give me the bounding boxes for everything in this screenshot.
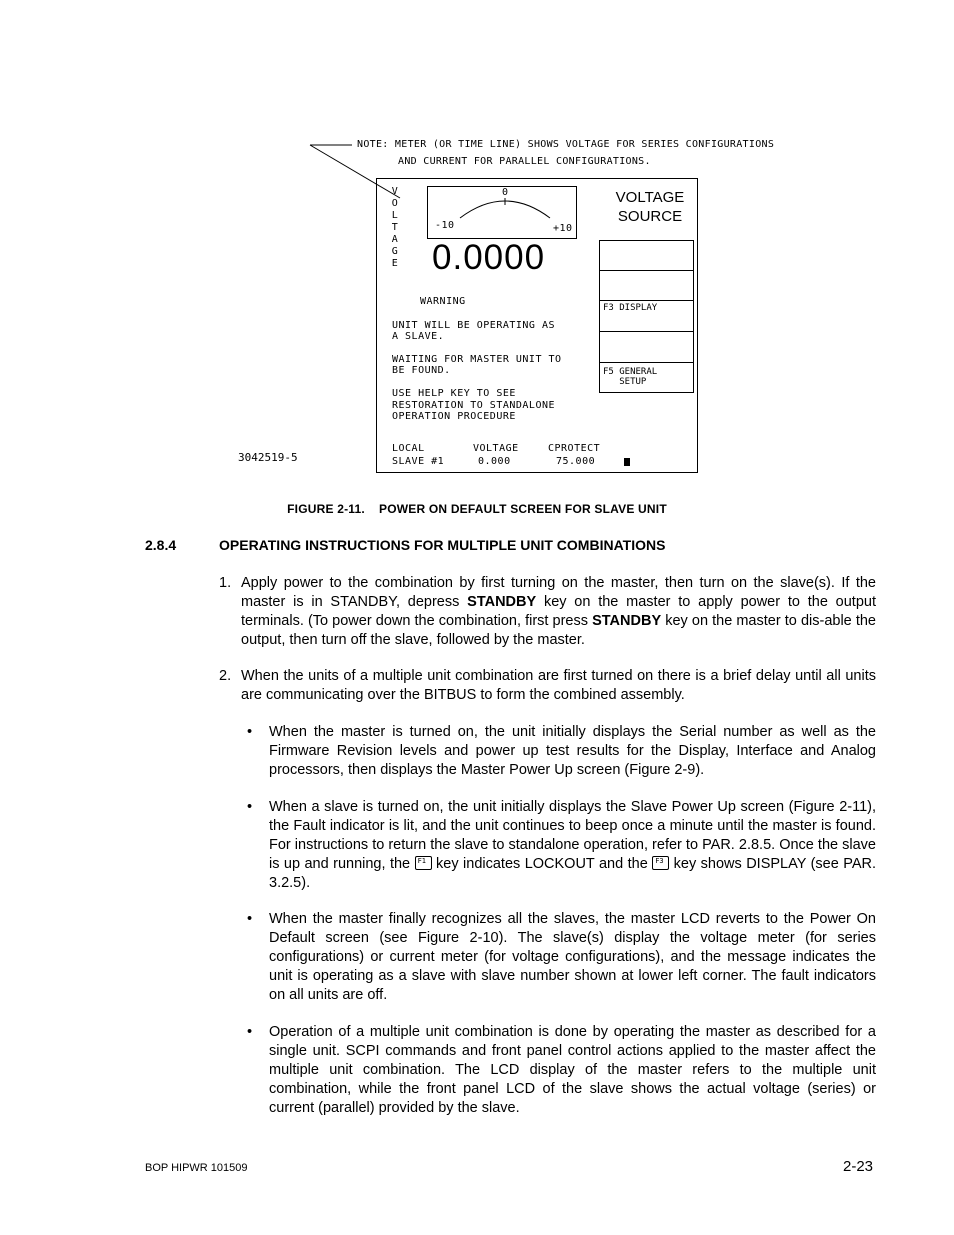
- page-number: 2-23: [843, 1158, 874, 1175]
- meter-min-label: -10: [435, 220, 455, 231]
- list-item-text: When the units of a multiple unit combination are first turned on there is a brief delay until all units are communicating over the BITBUS to form the combined assembly.: [241, 668, 876, 703]
- message-line: USE HELP KEY TO SEE: [392, 388, 516, 399]
- section-number: 2.8.4: [145, 537, 177, 553]
- bullet-text: When the master is turned on, the unit initially displays the Serial number as well as the Firmware Revision levels and power up test results for the Display, Interface and Analog processors, then displays the Master Power Up screen (Figure 2-9).: [269, 724, 876, 778]
- list-item-number: 1.: [219, 575, 232, 591]
- vertical-label-letter: G: [391, 246, 399, 257]
- message-line: RESTORATION TO STANDALONE: [392, 400, 556, 411]
- mode-title-line-2: SOURCE: [617, 208, 683, 225]
- f3-key-icon-label: F3: [655, 857, 664, 865]
- list-item-text: [241, 574, 876, 650]
- bullet-text: Operation of a multiple unit combination is done by operating the master as described for a single unit. SCPI commands and front panel control actions applied to the master affect the multiple unit combination. The LCD display of the master refers to the multiple unit combination, while the front panel LCD of the slave shows the actual voltage (series) or current (parallel) provided by the slave.: [269, 1024, 876, 1116]
- status-cprotect-value: 75.000: [556, 456, 596, 467]
- section-title: OPERATING INSTRUCTIONS FOR MULTIPLE UNIT COMBINATIONS: [219, 537, 666, 553]
- warning-title: WARNING: [420, 296, 466, 307]
- text-run: Apply power to the combination by first turning on the master, then turn on the slave(s). If the master is in STANDBY, depress: [241, 575, 876, 610]
- f2-softkey-label: [600, 271, 693, 275]
- vertical-label-letter: A: [391, 234, 399, 245]
- f3-softkey-label: F3 DISPLAY: [603, 303, 658, 313]
- vertical-label-letter: V: [391, 186, 399, 197]
- figure-note-line-2: AND CURRENT FOR PARALLEL CONFIGURATIONS.: [398, 156, 651, 167]
- voltage-reading: 0.0000: [432, 238, 546, 277]
- text-run: When a slave is turned on, the unit initially displays the Slave Power Up screen (Figure 2-11), the Fault indicator is lit, and the unit continues to beep once a minute until the master is found. For instructions to return the slave to standalone operation, refer to PAR. 2.8.5. Once the slave is up and running, the: [269, 799, 876, 872]
- f4-softkey[interactable]: [599, 331, 694, 363]
- mode-title-line-1: VOLTAGE: [615, 189, 685, 206]
- vertical-label-letter: L: [391, 210, 399, 221]
- f3-softkey[interactable]: [599, 300, 694, 332]
- f1-key-icon-label: F1: [417, 857, 427, 865]
- bullet-mark: •: [247, 911, 253, 927]
- bullet-text: [269, 798, 876, 893]
- message-line: UNIT WILL BE OPERATING AS: [392, 320, 556, 331]
- bullet-mark: •: [247, 799, 253, 815]
- vertical-label-letter: O: [391, 198, 399, 209]
- drawing-number: 3042519-5: [238, 451, 298, 464]
- f3-key-icon: [652, 856, 669, 870]
- f1-softkey-label: [600, 241, 693, 245]
- f4-softkey-label: [600, 332, 693, 336]
- status-slave-number: SLAVE #1: [392, 456, 445, 467]
- footer-doc-id: BOP HIPWR 101509: [145, 1162, 248, 1174]
- status-cprotect-label: CPROTECT: [548, 443, 601, 454]
- meter-max-label: +10: [553, 223, 573, 234]
- message-line: OPERATION PROCEDURE: [392, 411, 516, 422]
- vertical-label-letter: E: [391, 258, 399, 269]
- bullet-mark: •: [247, 1024, 253, 1040]
- text-run: key indicates LOCKOUT and the: [431, 856, 653, 872]
- message-line: A SLAVE.: [392, 331, 445, 342]
- f1-key-icon: [415, 856, 432, 870]
- status-voltage-value: 0.000: [478, 456, 511, 467]
- text-run: key shows DISPLAY (see PAR. 3.2.5).: [269, 856, 876, 891]
- message-line: WAITING FOR MASTER UNIT TO: [392, 354, 562, 365]
- bullet-text: When the master finally recognizes all the slaves, the master LCD reverts to the Power On Default screen (see Figure 2-10). The slave(s) display the voltage meter (for series configurations) or current meter (for voltage configurations), and the message indicates the unit is operating as a slave with slave number shown at lower left corner. The fault indicators on all units are off.: [269, 911, 876, 1003]
- list-item-number: 2.: [219, 668, 232, 684]
- figure-caption: FIGURE 2-11. POWER ON DEFAULT SCREEN FOR SLAVE UNIT: [287, 502, 667, 516]
- status-voltage-label: VOLTAGE: [473, 443, 519, 454]
- vertical-label-letter: T: [391, 222, 399, 233]
- f1-softkey[interactable]: [599, 240, 694, 271]
- f5-softkey[interactable]: [599, 362, 694, 393]
- figure-note-line-1: NOTE: METER (OR TIME LINE) SHOWS VOLTAGE FOR SERIES CONFIGURATIONS: [357, 139, 775, 150]
- f2-softkey[interactable]: [599, 270, 694, 301]
- key-name-standby: STANDBY: [592, 613, 662, 629]
- text-run: key on the master to dis-able the output, then turn off the slave, followed by the master.: [241, 613, 876, 648]
- text-run: key on the master to apply power to the output terminals. (To power down the combination, first press: [241, 594, 876, 629]
- vertical-meter-label: [390, 186, 400, 270]
- f5-softkey-label: F5 GENERAL SETUP: [603, 367, 658, 387]
- cursor-block-icon: [624, 458, 630, 466]
- meter-zero-label: 0: [502, 187, 509, 198]
- bullet-mark: •: [247, 724, 253, 740]
- status-mode-label: LOCAL: [392, 443, 425, 454]
- key-name-standby: STANDBY: [467, 594, 537, 610]
- message-line: BE FOUND.: [392, 365, 451, 376]
